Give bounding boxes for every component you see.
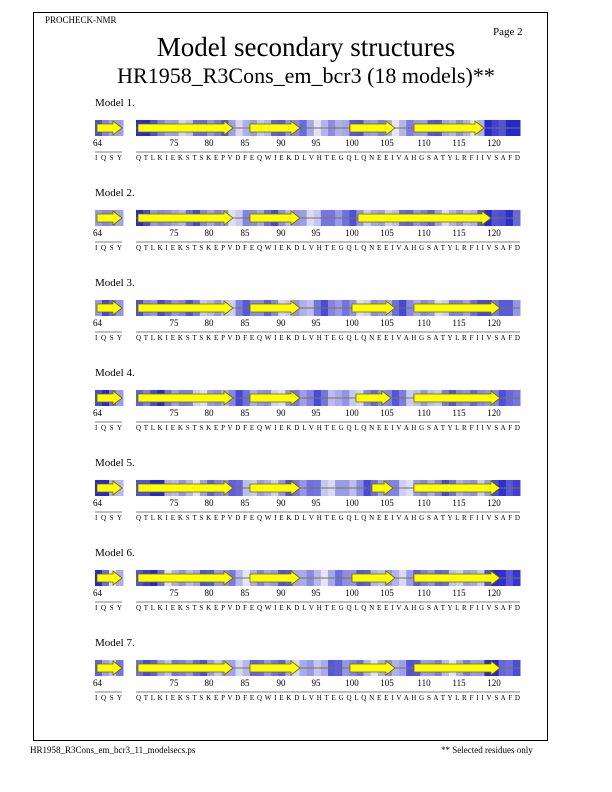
axis-tick-label: 90 xyxy=(276,408,286,418)
axis-tick-label: 90 xyxy=(276,138,286,148)
model-label: Model 7. xyxy=(95,637,135,649)
axis-tick-label: 105 xyxy=(380,588,394,598)
axis-tick-label: 85 xyxy=(240,408,250,418)
axis-tick-label: 95 xyxy=(311,138,321,148)
axis-tick-label: 115 xyxy=(452,408,466,418)
axis-start-label: 64 xyxy=(93,228,102,238)
sequence-segment-2: Q T L K I E K S T S K E P V D F E Q W I E K D L V H T E G Q L Q N E E I V A H G S A T Y L R F I I V S A F D xyxy=(136,334,520,342)
axis-tick-label: 105 xyxy=(380,498,394,508)
axis-tick-label: 80 xyxy=(204,408,214,418)
sequence-segment-2: Q T L K I E K S T S K E P V D F E Q W I E K D L V H T E G Q L Q N E E I V A H G S A T Y L R F I I V S A F D xyxy=(136,694,520,702)
model-label: Model 5. xyxy=(95,457,135,469)
axis-tick-label: 80 xyxy=(204,498,214,508)
axis-tick-label: 80 xyxy=(204,588,214,598)
axis-tick-label: 110 xyxy=(417,588,431,598)
axis-tick-label: 120 xyxy=(487,588,501,598)
axis-tick-label: 100 xyxy=(345,408,359,418)
sequence-segment-1: I Q S Y xyxy=(95,514,122,522)
axis-tick-label: 110 xyxy=(417,318,431,328)
page-subtitle: HR1958_R3Cons_em_bcr3 (18 models)** xyxy=(117,63,495,88)
axis-start-label: 64 xyxy=(93,138,102,148)
axis-tick-label: 75 xyxy=(169,228,179,238)
model-panel xyxy=(93,547,521,612)
axis-tick-label: 75 xyxy=(169,318,179,328)
page-title: Model secondary structures xyxy=(156,32,456,62)
axis-start-label: 64 xyxy=(93,408,102,418)
axis-tick-label: 85 xyxy=(240,498,250,508)
axis-tick-label: 120 xyxy=(487,318,501,328)
axis-tick-label: 80 xyxy=(204,228,214,238)
sequence-segment-2: Q T L K I E K S T S K E P V D F E Q W I E K D L V H T E G Q L Q N E E I V A H G S A T Y L R F I I V S A F D xyxy=(136,424,520,432)
program-name: PROCHECK-NMR xyxy=(45,15,117,25)
axis-start-label: 64 xyxy=(93,498,102,508)
sequence-segment-1: I Q S Y xyxy=(95,604,122,612)
page-number: Page 2 xyxy=(493,26,523,38)
axis-tick-label: 90 xyxy=(276,678,286,688)
sequence-segment-1: I Q S Y xyxy=(95,154,122,162)
axis-tick-label: 85 xyxy=(240,588,250,598)
axis-tick-label: 110 xyxy=(417,498,431,508)
sequence-segment-2: Q T L K I E K S T S K E P V D F E Q W I E K D L V H T E G Q L Q N E E I V A H G S A T Y L R F I I V S A F D xyxy=(136,244,520,252)
axis-tick-label: 115 xyxy=(452,588,466,598)
axis-tick-label: 120 xyxy=(487,498,501,508)
axis-tick-label: 100 xyxy=(345,228,359,238)
model-panel xyxy=(93,187,521,252)
axis-tick-label: 100 xyxy=(345,138,359,148)
axis-tick-label: 100 xyxy=(345,678,359,688)
axis-tick-label: 90 xyxy=(276,318,286,328)
model-panel xyxy=(93,97,521,162)
axis-tick-label: 75 xyxy=(169,678,179,688)
axis-tick-label: 95 xyxy=(311,318,321,328)
axis-tick-label: 90 xyxy=(276,228,286,238)
axis-tick-label: 80 xyxy=(204,138,214,148)
axis-start-label: 64 xyxy=(93,318,102,328)
axis-tick-label: 100 xyxy=(345,498,359,508)
axis-tick-label: 105 xyxy=(380,318,394,328)
axis-tick-label: 115 xyxy=(452,678,466,688)
axis-tick-label: 75 xyxy=(169,498,179,508)
axis-tick-label: 85 xyxy=(240,138,250,148)
axis-tick-label: 110 xyxy=(417,138,431,148)
axis-tick-label: 100 xyxy=(345,588,359,598)
axis-tick-label: 90 xyxy=(276,498,286,508)
axis-tick-label: 80 xyxy=(204,678,214,688)
axis-tick-label: 115 xyxy=(452,318,466,328)
axis-tick-label: 120 xyxy=(487,228,501,238)
axis-tick-label: 75 xyxy=(169,588,179,598)
model-panel xyxy=(93,457,521,522)
axis-tick-label: 95 xyxy=(311,228,321,238)
axis-tick-label: 85 xyxy=(240,678,250,688)
axis-tick-label: 95 xyxy=(311,498,321,508)
axis-tick-label: 110 xyxy=(417,678,431,688)
axis-start-label: 64 xyxy=(93,588,102,598)
axis-tick-label: 85 xyxy=(240,228,250,238)
axis-tick-label: 105 xyxy=(380,138,394,148)
axis-tick-label: 120 xyxy=(487,678,501,688)
axis-tick-label: 95 xyxy=(311,408,321,418)
axis-tick-label: 110 xyxy=(417,228,431,238)
axis-tick-label: 95 xyxy=(311,678,321,688)
axis-tick-label: 80 xyxy=(204,318,214,328)
axis-tick-label: 120 xyxy=(487,138,501,148)
axis-tick-label: 110 xyxy=(417,408,431,418)
axis-tick-label: 75 xyxy=(169,138,179,148)
axis-start-label: 64 xyxy=(93,678,102,688)
axis-tick-label: 115 xyxy=(452,228,466,238)
axis-tick-label: 85 xyxy=(240,318,250,328)
axis-tick-label: 105 xyxy=(380,678,394,688)
axis-tick-label: 115 xyxy=(452,138,466,148)
footer-note: ** Selected residues only xyxy=(441,745,533,755)
axis-tick-label: 105 xyxy=(380,228,394,238)
model-label: Model 1. xyxy=(95,97,135,109)
sequence-segment-1: I Q S Y xyxy=(95,424,122,432)
model-panel xyxy=(93,637,521,702)
model-panel xyxy=(93,277,521,342)
sequence-segment-1: I Q S Y xyxy=(95,694,122,702)
axis-tick-label: 95 xyxy=(311,588,321,598)
model-label: Model 6. xyxy=(95,547,135,559)
axis-tick-label: 100 xyxy=(345,318,359,328)
axis-tick-label: 120 xyxy=(487,408,501,418)
model-label: Model 3. xyxy=(95,277,135,289)
axis-tick-label: 90 xyxy=(276,588,286,598)
sequence-segment-2: Q T L K I E K S T S K E P V D F E Q W I E K D L V H T E G Q L Q N E E I V A H G S A T Y L R F I I V S A F D xyxy=(136,604,520,612)
axis-tick-label: 105 xyxy=(380,408,394,418)
axis-tick-label: 115 xyxy=(452,498,466,508)
model-label: Model 2. xyxy=(95,187,135,199)
sequence-segment-2: Q T L K I E K S T S K E P V D F E Q W I E K D L V H T E G Q L Q N E E I V A H G S A T Y L R F I I V S A F D xyxy=(136,514,520,522)
sequence-segment-1: I Q S Y xyxy=(95,334,122,342)
axis-tick-label: 75 xyxy=(169,408,179,418)
footer-filename: HR1958_R3Cons_em_bcr3_11_modelsecs.ps xyxy=(30,745,196,755)
model-label: Model 4. xyxy=(95,367,135,379)
sequence-segment-1: I Q S Y xyxy=(95,244,122,252)
sequence-segment-2: Q T L K I E K S T S K E P V D F E Q W I E K D L V H T E G Q L Q N E E I V A H G S A T Y L R F I I V S A F D xyxy=(136,154,520,162)
model-panel xyxy=(93,367,521,432)
